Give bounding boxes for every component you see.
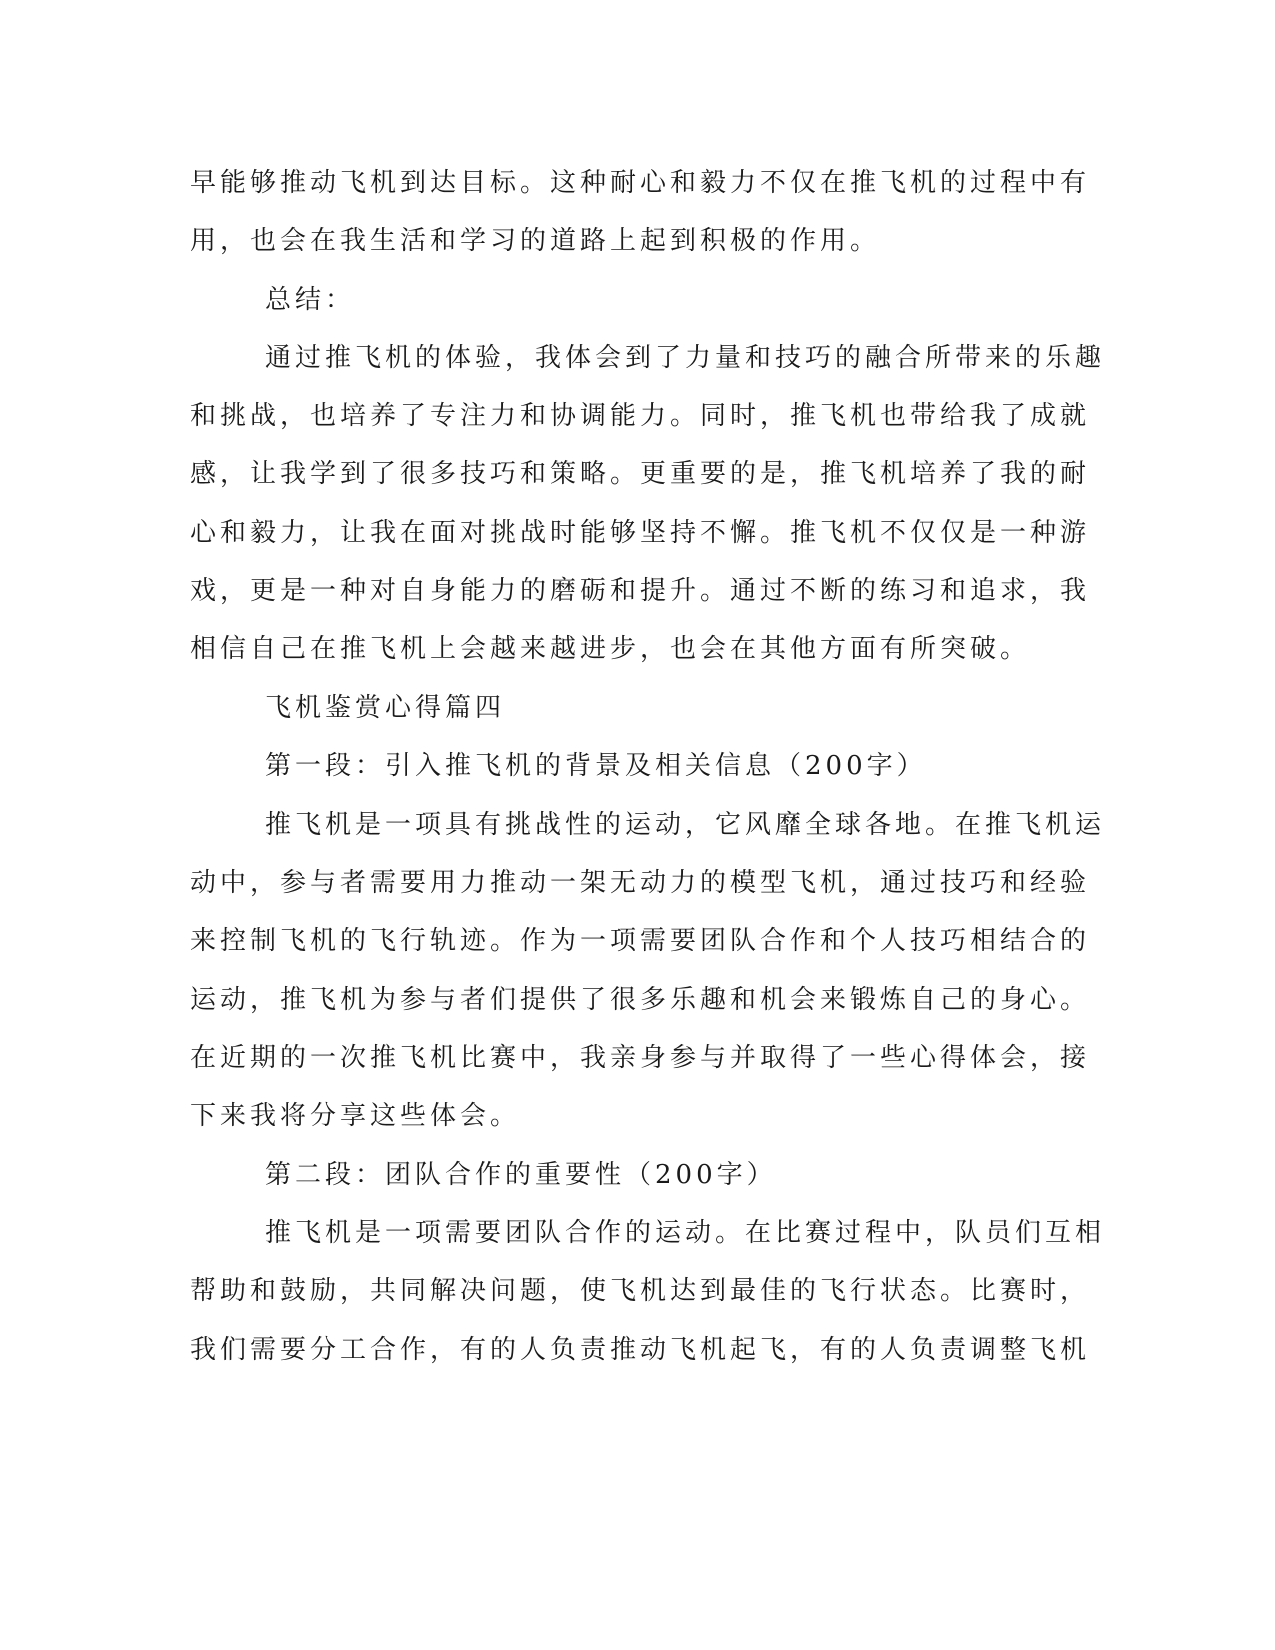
- paragraph-heading: 第一段：引入推飞机的背景及相关信息（200字）: [265, 751, 927, 781]
- text-line: 早能够推动飞机到达目标。这种耐心和毅力不仅在推飞机的过程中有: [190, 168, 1091, 198]
- text-line: 运动，推飞机为参与者们提供了很多乐趣和机会来锻炼自己的身心。: [190, 985, 1091, 1015]
- text-line: 推飞机是一项具有挑战性的运动，它风靡全球各地。在推飞机运: [265, 810, 1106, 840]
- text-line: 帮助和鼓励，共同解决问题，使飞机达到最佳的飞行状态。比赛时，: [190, 1276, 1091, 1306]
- text-line: 来控制飞机的飞行轨迹。作为一项需要团队合作和个人技巧相结合的: [190, 926, 1091, 956]
- text-line: 相信自己在推飞机上会越来越进步，也会在其他方面有所突破。: [190, 634, 1031, 664]
- text-line: 动中，参与者需要用力推动一架无动力的模型飞机，通过技巧和经验: [190, 868, 1091, 898]
- text-line: 在近期的一次推飞机比赛中，我亲身参与并取得了一些心得体会，接: [190, 1043, 1091, 1073]
- section-heading: 总结：: [265, 285, 356, 315]
- text-line: 感，让我学到了很多技巧和策略。更重要的是，推飞机培养了我的耐: [190, 459, 1091, 489]
- text-line: 用，也会在我生活和学习的道路上起到积极的作用。: [190, 226, 881, 256]
- section-title: 飞机鉴赏心得篇四: [265, 693, 506, 723]
- text-line: 心和毅力，让我在面对挑战时能够坚持不懈。推飞机不仅仅是一种游: [190, 518, 1091, 548]
- text-line: 和挑战，也培养了专注力和协调能力。同时，推飞机也带给我了成就: [190, 401, 1091, 431]
- text-line: 推飞机是一项需要团队合作的运动。在比赛过程中，队员们互相: [265, 1218, 1106, 1248]
- paragraph-heading: 第二段：团队合作的重要性（200字）: [265, 1160, 777, 1190]
- text-line: 通过推飞机的体验，我体会到了力量和技巧的融合所带来的乐趣: [265, 343, 1106, 373]
- text-line: 戏，更是一种对自身能力的磨砺和提升。通过不断的练习和追求，我: [190, 576, 1091, 606]
- text-line: 下来我将分享这些体会。: [190, 1101, 521, 1131]
- text-line: 我们需要分工合作，有的人负责推动飞机起飞，有的人负责调整飞机: [190, 1335, 1091, 1365]
